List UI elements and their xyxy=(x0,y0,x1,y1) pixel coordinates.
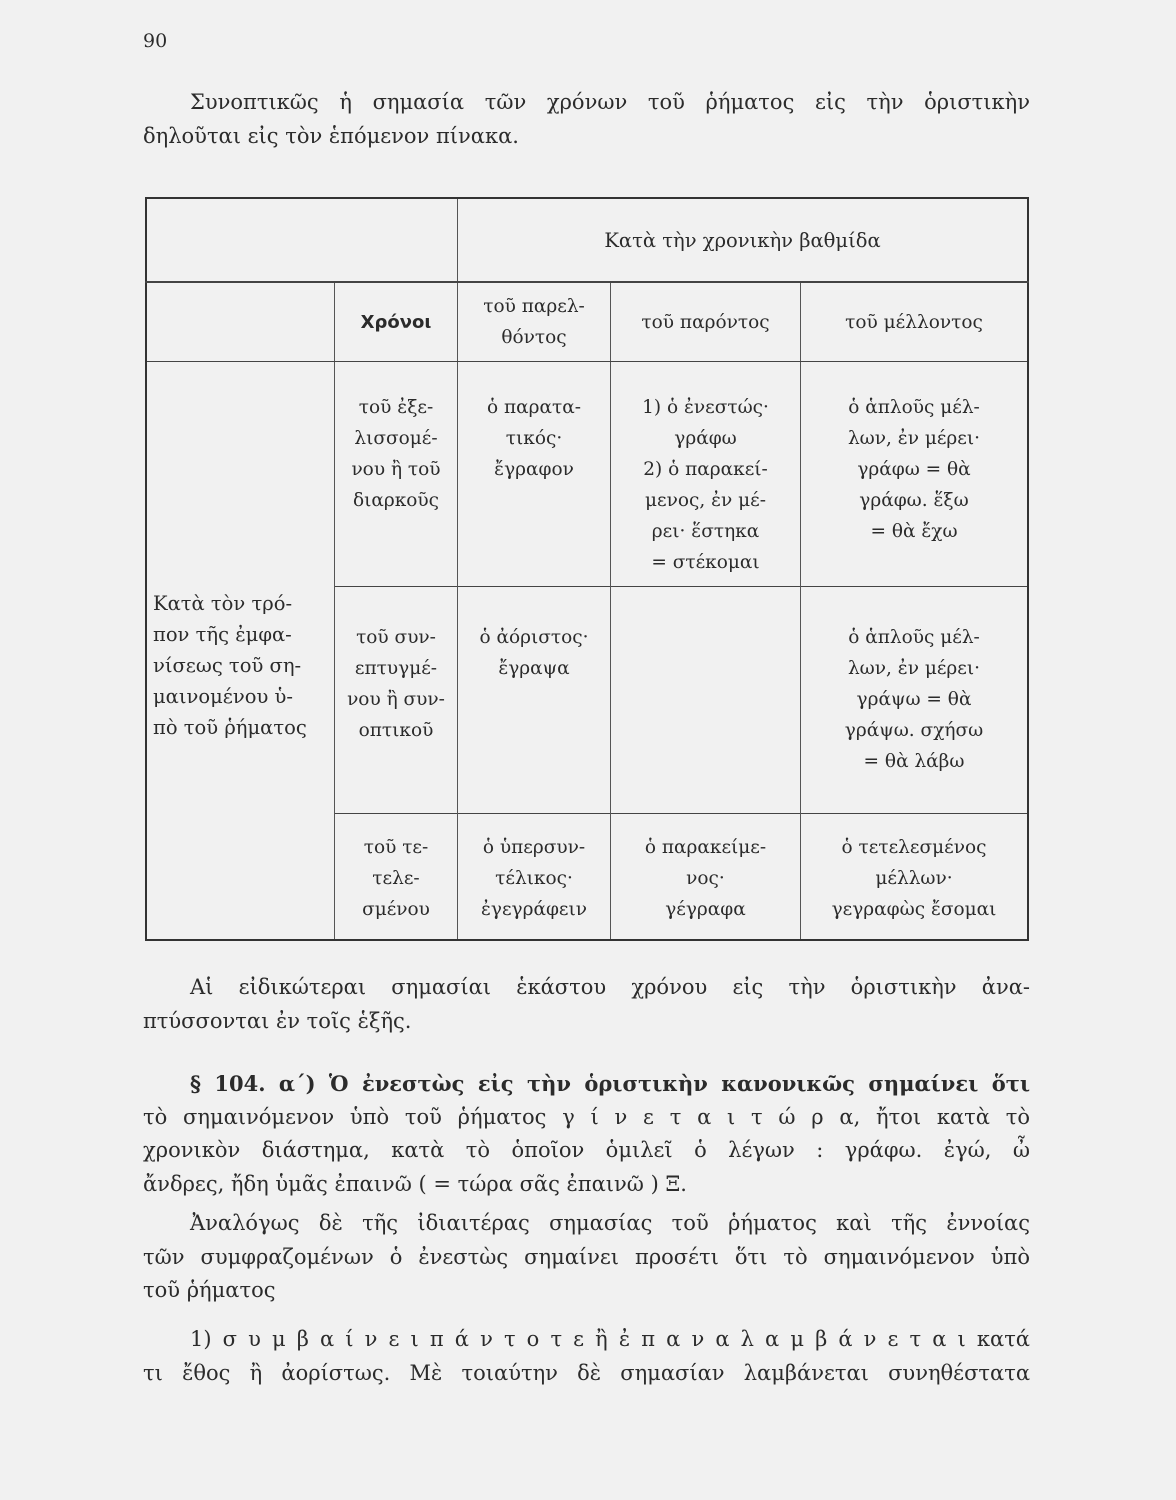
intro-paragraph xyxy=(143,86,1030,153)
header-present: τοῦ παρόντος xyxy=(611,282,801,362)
cell-present: ὁ παρακείμε- νος· γέγραφα xyxy=(611,814,801,940)
cell-aspect: τοῦ τε- τελε- σμένου xyxy=(335,814,458,940)
empty-header-cell xyxy=(146,198,458,282)
text-line: χρονικὸν διάστημα, κατὰ τὸ ὁποῖον ὁμιλεῖ ὁ λέγων : γράφω. ἐγώ, ὦ xyxy=(143,1138,1030,1162)
cell-aspect: τοῦ ἐξε- λισσομέ- νου ἢ τοῦ διαρκοῦς xyxy=(335,362,458,587)
text-line: δηλοῦται εἰς τὸν ἑπόμενον πίνακα. xyxy=(143,123,519,148)
header-tenses: Χρόνοι xyxy=(335,282,458,362)
row-group-label: Κατὰ τὸν τρό- πον τῆς ἐμφα- νίσεως τοῦ ση- μαινομένου ὑ- πὸ τοῦ ῥήματος xyxy=(153,591,307,739)
text-line: τι ἔθος ἢ ἀορίστως. Μὲ τοιαύτην δὲ σημασίαν λαμβάνεται συνηθέστατα xyxy=(143,1360,1030,1385)
after-table-paragraph xyxy=(143,971,1030,1038)
empty-header-cell xyxy=(146,282,335,362)
text-line: ἄνδρες, ἤδη ὑμᾶς ἐπαινῶ ( = τώρα σᾶς ἐπαινῶ ) Ξ. xyxy=(143,1171,687,1196)
analogous-paragraph xyxy=(143,1207,1030,1308)
cell-past: ὁ ἀόριστος· ἔγραψα xyxy=(458,587,611,814)
cell-future: ὁ τετελεσμένος μέλλων· γεγραφὼς ἔσομαι xyxy=(801,814,1029,940)
cell-past: ὁ παρατα- τικός· ἔγραφον xyxy=(458,362,611,587)
tense-summary-table xyxy=(145,197,1029,941)
cell-future: ὁ ἁπλοῦς μέλ- λων, ἐν μέρει· γράψω = θὰ γράψω. σχήσω = θὰ λάβω xyxy=(801,587,1029,814)
section-104-paragraph xyxy=(143,1067,1030,1201)
cell-future: ὁ ἁπλοῦς μέλ- λων, ἐν μέρει· γράφω = θὰ γράφω. ἕξω = θὰ ἔχω xyxy=(801,362,1029,587)
text-line: τὸ σημαινόμενον ὑπὸ τοῦ ῥήματος γ ί ν ε τ α ι τ ώ ρ α, ἤτοι κατὰ τὸ xyxy=(143,1104,1030,1129)
cell-aspect: τοῦ συν- επτυγμέ- νου ἢ συν- οπτικοῦ xyxy=(335,587,458,814)
page-number: 90 xyxy=(143,30,168,52)
cell-present: 1) ὁ ἐνεστώς· γράφω 2) ὁ παρακεί- μενος, ἐν μέ- ρει· ἕστηκα = στέκομαι xyxy=(611,362,801,587)
text-line: § 104. α΄) Ὁ ἐνεστὼς εἰς τὴν ὁριστικὴν κανονικῶς σημαίνει ὅτι xyxy=(190,1071,1030,1096)
text-line: Αἱ εἰδικώτεραι σημασίαι ἑκάστου χρόνου εἰς τὴν ὁριστικὴν ἀνα- xyxy=(190,975,1030,999)
table-row xyxy=(146,362,1028,587)
cell-present xyxy=(611,587,801,814)
text-line: τοῦ ῥήματος xyxy=(143,1278,276,1302)
text-line: πτύσσονται ἐν τοῖς ἑξῆς. xyxy=(143,1008,412,1033)
text-line: Συνοπτικῶς ἡ σημασία τῶν χρόνων τοῦ ῥήματος εἰς τὴν ὁριστικὴν xyxy=(190,90,1030,114)
header-past: τοῦ παρελ- θόντος xyxy=(458,282,611,362)
text-line: τῶν συμφραζομένων ὁ ἐνεστὼς σημαίνει προσέτι ὅτι τὸ σημαινόμενον ὑπὸ xyxy=(143,1244,1030,1269)
text-line: Ἀναλόγως δὲ τῆς ἰδιαιτέρας σημασίας τοῦ ῥήματος καὶ τῆς ἐννοίας xyxy=(190,1211,1030,1235)
header-future: τοῦ μέλλοντος xyxy=(801,282,1029,362)
text-line: 1) σ υ μ β α ί ν ε ι π ά ν τ ο τ ε ἢ ἐ π α ν α λ α μ β ά ν ε τ α ι κατά xyxy=(190,1327,1030,1351)
group-header: Κατὰ τὴν χρονικὴν βαθμίδα xyxy=(458,198,1029,282)
point-1-paragraph xyxy=(143,1323,1030,1390)
cell-past: ὁ ὑπερσυν- τέλικος· ἐγεγράφειν xyxy=(458,814,611,940)
